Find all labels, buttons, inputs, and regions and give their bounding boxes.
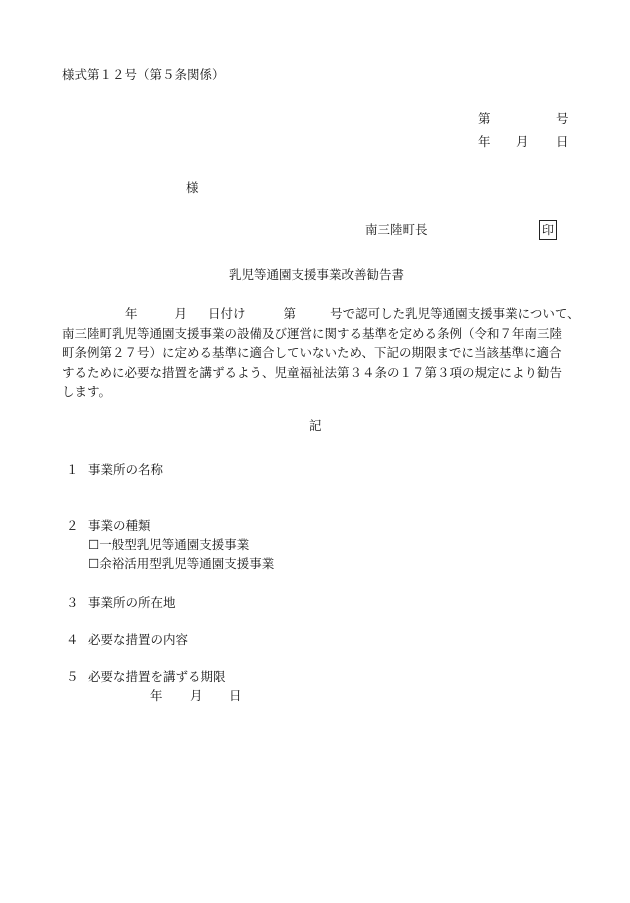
ki-heading: 記	[309, 418, 322, 433]
date-month: 月	[516, 134, 529, 149]
document-title: 乳児等通園支援事業改善勧告書	[229, 267, 405, 282]
item-number: ５	[66, 669, 79, 684]
body-line-2: 南三陸町乳児等通園支援事業の設備及び運営に関する基準を定める条例（令和７年南三陸	[62, 325, 563, 341]
body-date-suffix: 日付け	[208, 306, 246, 321]
item-number: ４	[66, 632, 79, 647]
sender-name: 南三陸町長	[365, 222, 428, 237]
item-label: 必要な措置の内容	[88, 632, 189, 647]
business-type-surplus: ☐余裕活用型乳児等通園支援事業	[88, 556, 275, 571]
addressee-suffix: 様	[186, 180, 199, 195]
item-number: １	[66, 462, 79, 477]
body-paragraph	[62, 304, 582, 402]
form-number: 様式第１２号（第５条関係）	[62, 67, 225, 82]
item-label: 必要な措置を講ずる期限	[88, 669, 226, 684]
date-year: 年	[478, 134, 491, 149]
number-prefix: 第	[478, 111, 491, 126]
deadline-day: 日	[229, 688, 242, 703]
item-number: ３	[66, 595, 79, 610]
body-line-1-rest: 号で認可した乳児等通園支援事業について、	[330, 306, 580, 321]
body-number-prefix: 第	[283, 306, 297, 321]
item-label: 事業の種類	[88, 518, 151, 533]
item-label: 事業所の名称	[88, 462, 164, 477]
body-line-5: します。	[62, 384, 112, 399]
body-line-4: するために必要な措置を講ずるよう、児童福祉法第３４条の１７第３項の規定により勧告	[62, 364, 563, 380]
business-type-general: ☐一般型乳児等通園支援事業	[88, 537, 250, 552]
deadline-month: 月	[190, 688, 203, 703]
number-suffix: 号	[556, 111, 569, 126]
deadline-year: 年	[150, 688, 163, 703]
seal-box: 印	[539, 220, 557, 240]
item-label: 事業所の所在地	[88, 595, 176, 610]
body-year: 年	[125, 306, 138, 321]
date-day: 日	[556, 134, 569, 149]
item-number: ２	[66, 518, 79, 533]
body-line-1	[62, 304, 582, 324]
body-month: 月	[174, 306, 188, 321]
body-line-3: 町条例第２７号）に定める基準に適合していないため、下記の期限までに当該基準に適合	[62, 345, 562, 360]
